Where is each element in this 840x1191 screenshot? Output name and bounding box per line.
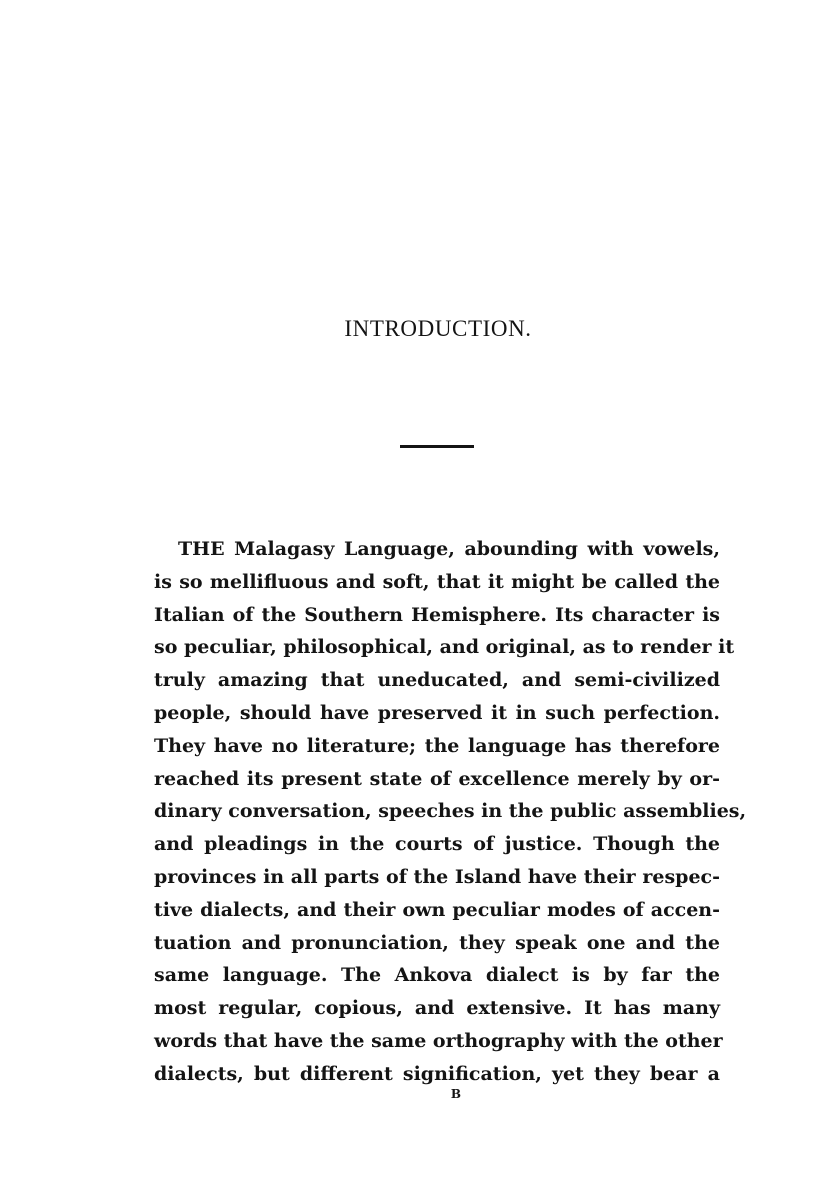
paragraph-line: truly amazing that uneducated, and semi-civilized xyxy=(154,669,720,692)
paragraph-line: and pleadings in the courts of justice. Though the xyxy=(154,833,720,856)
paragraph-line: reached its present state of excellence merely by or- xyxy=(154,767,720,790)
paragraph-line: Italian of the Southern Hemisphere. Its character is xyxy=(154,603,720,626)
paragraph-line: same language. The Ankova dialect is by far the xyxy=(154,964,720,987)
paragraph-line: THE Malagasy Language, abounding with vowels, xyxy=(178,538,720,560)
paragraph-line: tuation and pronunciation, they speak one and the xyxy=(154,931,720,954)
paragraph-line: words that have the same orthography with the other xyxy=(154,1029,723,1052)
title-divider-rule xyxy=(400,445,474,448)
paragraph-line: is so mellifluous and soft, that it might be called the xyxy=(154,570,720,593)
chapter-title: INTRODUCTION. xyxy=(344,316,532,341)
paragraph-line: They have no literature; the language has therefore xyxy=(154,734,720,757)
paragraph-line: most regular, copious, and extensive. It has many xyxy=(154,997,720,1020)
paragraph-line: dialects, but different signification, yet they bear a xyxy=(154,1062,720,1085)
introduction-paragraph xyxy=(154,533,747,1091)
paragraph-line: people, should have preserved it in such perfection. xyxy=(154,701,720,724)
signature-mark: B xyxy=(450,1087,462,1101)
paragraph-line: tive dialects, and their own peculiar modes of accen- xyxy=(154,898,720,921)
paragraph-line: dinary conversation, speeches in the public assemblies, xyxy=(154,800,747,823)
paragraph-line: provinces in all parts of the Island have their respec- xyxy=(154,865,720,888)
paragraph-line: so peculiar, philosophical, and original, as to render it xyxy=(154,636,735,659)
